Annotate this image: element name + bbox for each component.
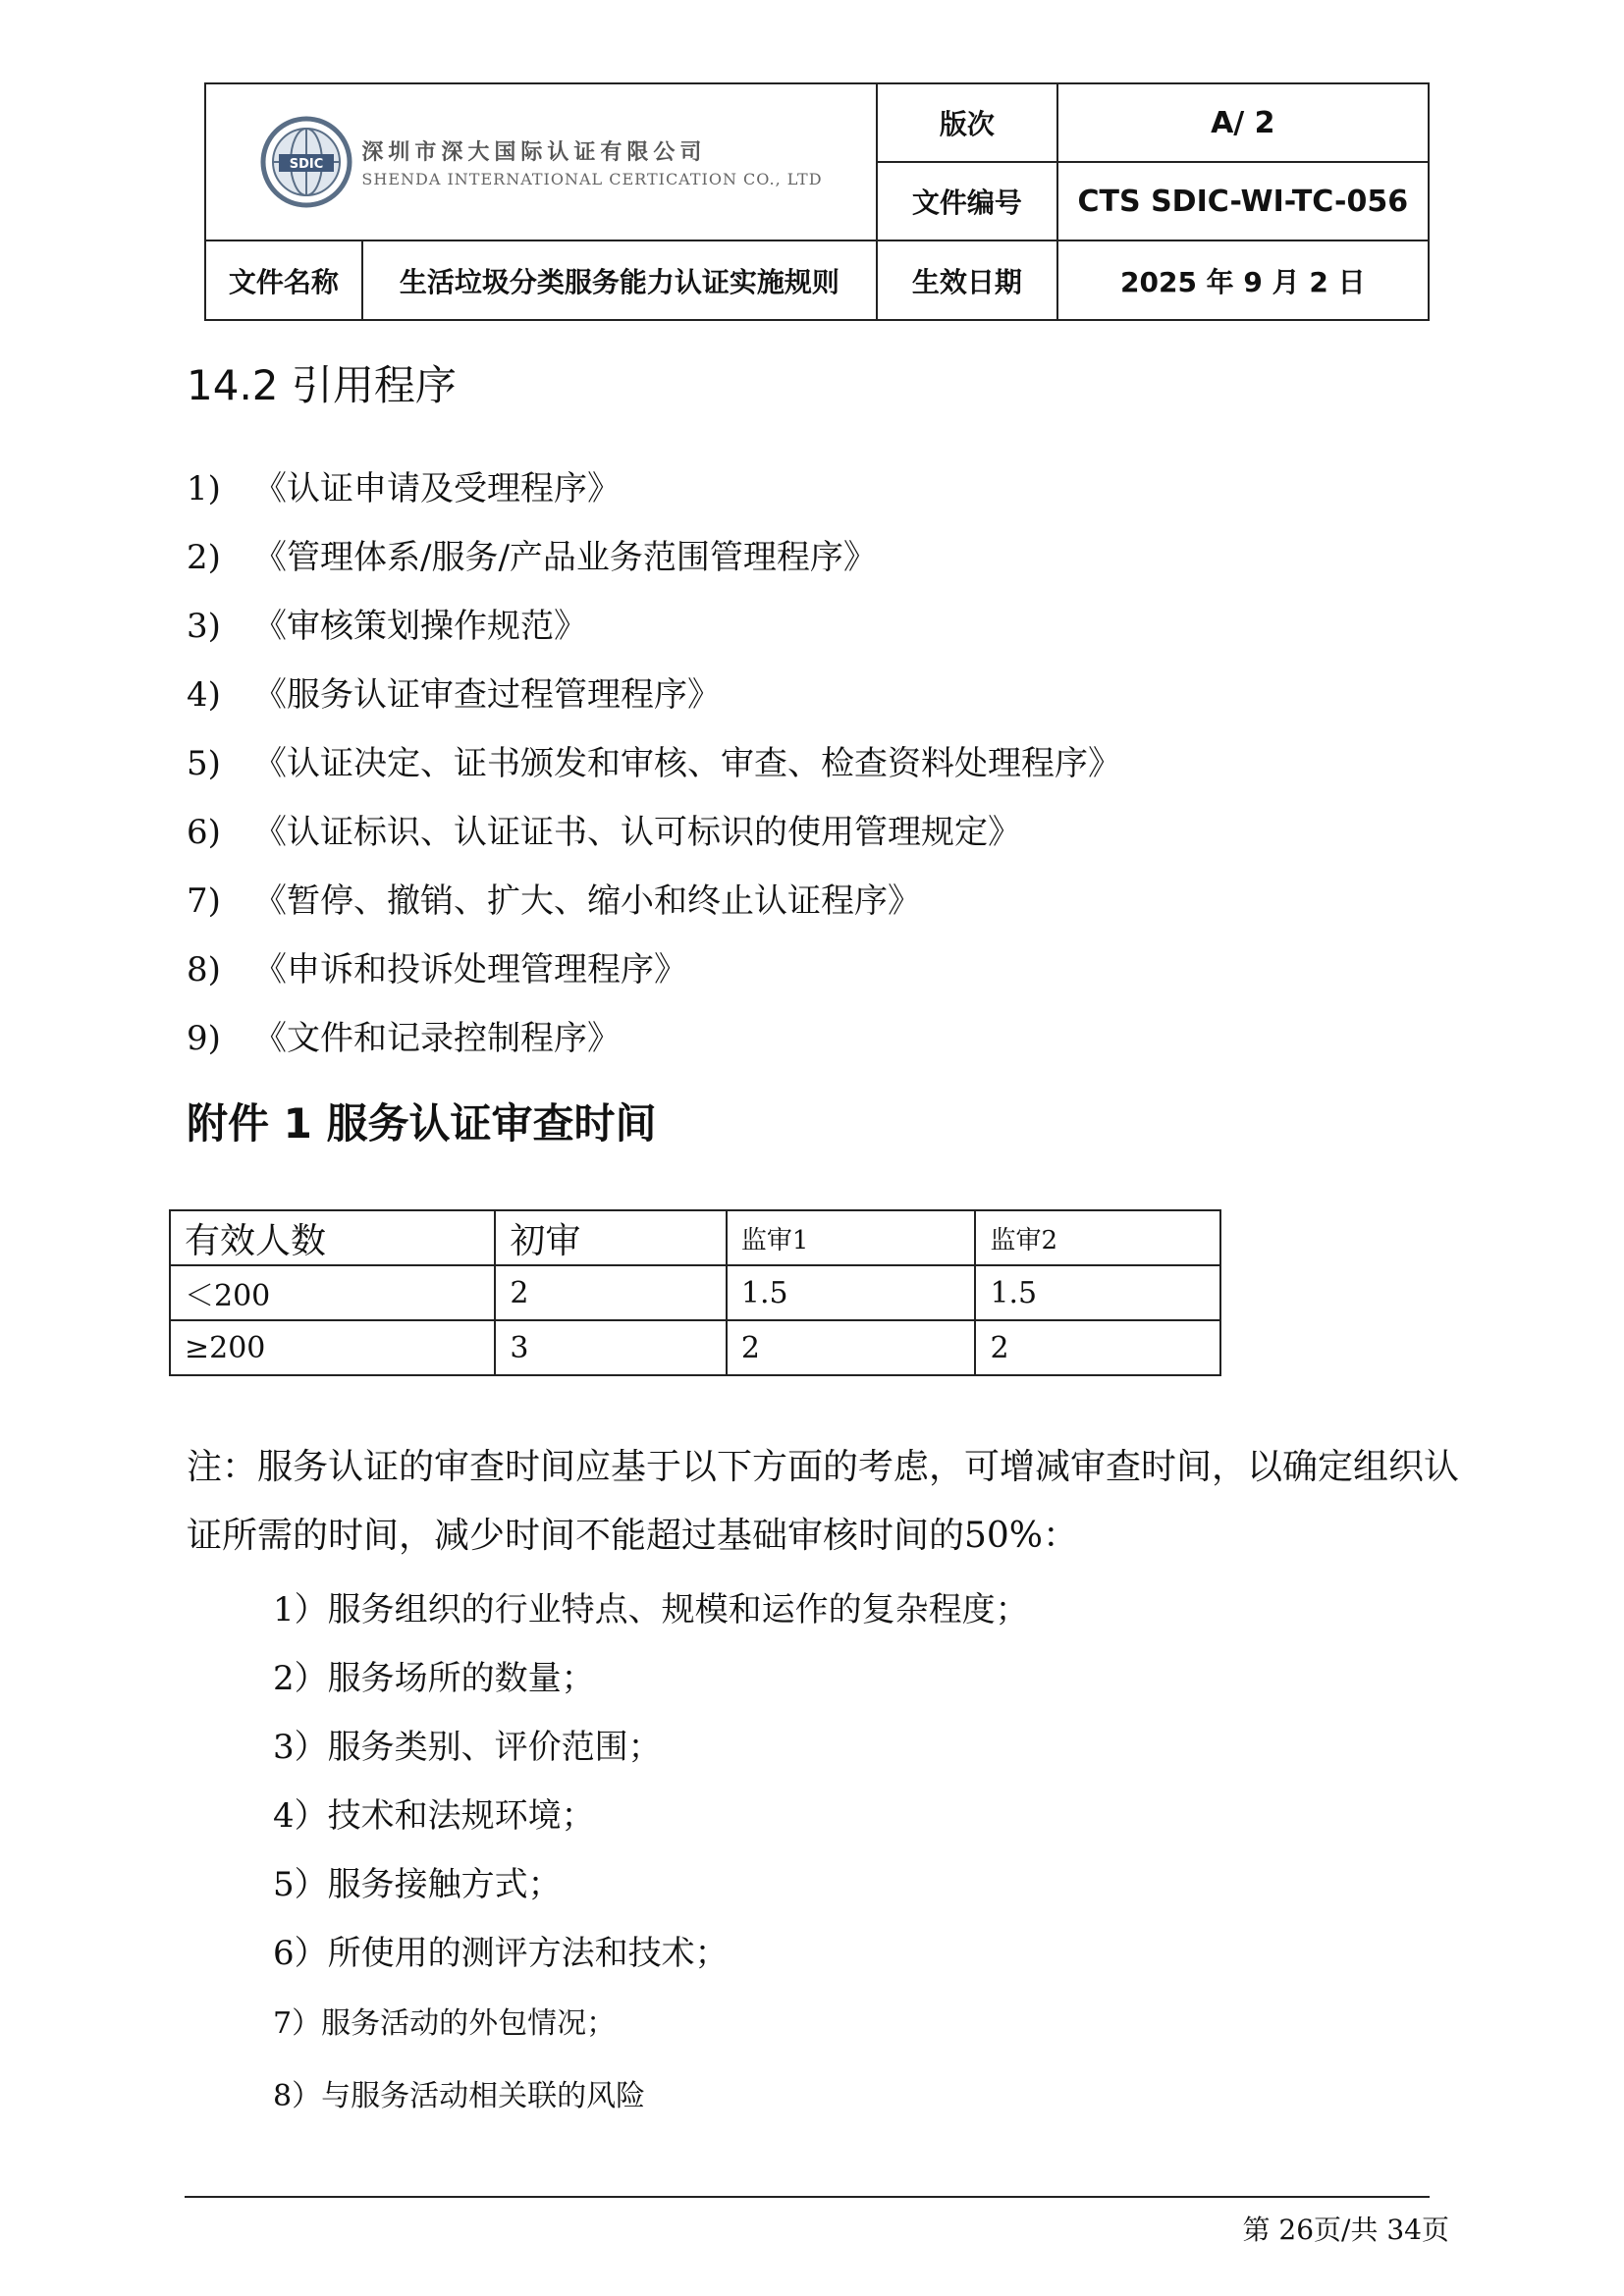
list-item-number: 5) [187, 744, 221, 783]
company-logo-cell [205, 83, 877, 240]
list-item [187, 461, 621, 509]
note-item: 6）所使用的测评方法和技术； [273, 1934, 729, 1973]
table-header-cell: 监审2 [975, 1210, 1220, 1265]
doc-number-value: CTS SDIC-WI-TC-056 [1057, 162, 1429, 240]
logo-text: SDIC [290, 157, 324, 172]
audit-time-table [169, 1209, 1221, 1376]
table-row [170, 1320, 1220, 1375]
list-item [187, 1011, 621, 1059]
list-item-number: 8) [187, 950, 221, 989]
document-header-table [204, 82, 1430, 321]
list-item [187, 736, 1121, 784]
list-item-text: 《服务认证审查过程管理程序》 [253, 675, 721, 715]
list-item-text: 《认证决定、证书颁发和审核、审查、检查资料处理程序》 [253, 744, 1121, 783]
list-item-text: 《暂停、撤销、扩大、缩小和终止认证程序》 [253, 881, 921, 921]
effective-date-label: 生效日期 [877, 240, 1057, 320]
version-label: 版次 [877, 83, 1057, 162]
table-cell: 2 [495, 1265, 727, 1320]
list-item-text: 《文件和记录控制程序》 [253, 1019, 621, 1058]
table-cell: 1.5 [975, 1265, 1220, 1320]
table-cell: ＜200 [170, 1265, 495, 1320]
list-item [187, 667, 721, 716]
list-item [187, 530, 877, 578]
doc-name-label: 文件名称 [205, 240, 362, 320]
list-item-number: 3) [187, 607, 221, 646]
note-item: 4）技术和法规环境； [273, 1796, 595, 1836]
table-cell: 1.5 [727, 1265, 976, 1320]
note-item: 2）服务场所的数量； [273, 1659, 595, 1698]
table-header-cell: 初审 [495, 1210, 727, 1265]
table-header-cell: 有效人数 [170, 1210, 495, 1265]
list-item-number: 4) [187, 675, 221, 715]
table-header-row [170, 1210, 1220, 1265]
table-cell: ≥200 [170, 1320, 495, 1375]
list-item-text: 《认证标识、认证证书、认可标识的使用管理规定》 [253, 813, 1021, 852]
table-row [170, 1265, 1220, 1320]
doc-name-value: 生活垃圾分类服务能力认证实施规则 [362, 240, 877, 320]
list-item-number: 1) [187, 469, 221, 508]
note-item: 8）与服务活动相关联的风险 [273, 2079, 646, 2113]
list-item-number: 7) [187, 881, 221, 921]
effective-date-value: 2025 年 9 月 2 日 [1057, 240, 1429, 320]
footer-divider [185, 2196, 1430, 2198]
sdic-logo-icon [259, 115, 353, 209]
list-item [187, 874, 921, 922]
list-item-text: 《认证申请及受理程序》 [253, 469, 621, 508]
table-header-cell: 监审1 [727, 1210, 976, 1265]
list-item-text: 《申诉和投诉处理管理程序》 [253, 950, 687, 989]
table-cell: 3 [495, 1320, 727, 1375]
company-name-cn: 深圳市深大国际认证有限公司 [361, 140, 707, 165]
note-item: 5）服务接触方式； [273, 1865, 562, 1904]
note-paragraph: 注：服务认证的审查时间应基于以下方面的考虑，可增减审查时间，以确定组织认证所需的时间，减少时间不能超过基础审核时间的50%： [187, 1447, 1460, 1556]
note-item: 7）服务活动的外包情况； [273, 2006, 617, 2041]
list-item-number: 6) [187, 813, 221, 852]
list-item-number: 2) [187, 538, 221, 577]
note-item: 3）服务类别、评价范围； [273, 1728, 662, 1767]
page-number: 第 26页/共 34页 [1242, 2214, 1449, 2246]
table-cell: 2 [975, 1320, 1220, 1375]
list-item-text: 《审核策划操作规范》 [253, 607, 587, 646]
list-item [187, 599, 587, 647]
company-name-en: SHENDA INTERNATIONAL CERTICATION CO., LTD [361, 170, 823, 188]
doc-number-label: 文件编号 [877, 162, 1057, 240]
section-title: 14.2 引用程序 [187, 361, 457, 409]
list-item-text: 《管理体系/服务/产品业务范围管理程序》 [253, 538, 877, 577]
list-item-number: 9) [187, 1019, 221, 1058]
list-item [187, 805, 1021, 853]
annex-title: 附件 1 服务认证审查时间 [187, 1099, 657, 1148]
version-value: A/ 2 [1057, 83, 1429, 162]
note-item: 1）服务组织的行业特点、规模和运作的复杂程度； [273, 1590, 1029, 1629]
list-item [187, 942, 687, 990]
table-cell: 2 [727, 1320, 976, 1375]
